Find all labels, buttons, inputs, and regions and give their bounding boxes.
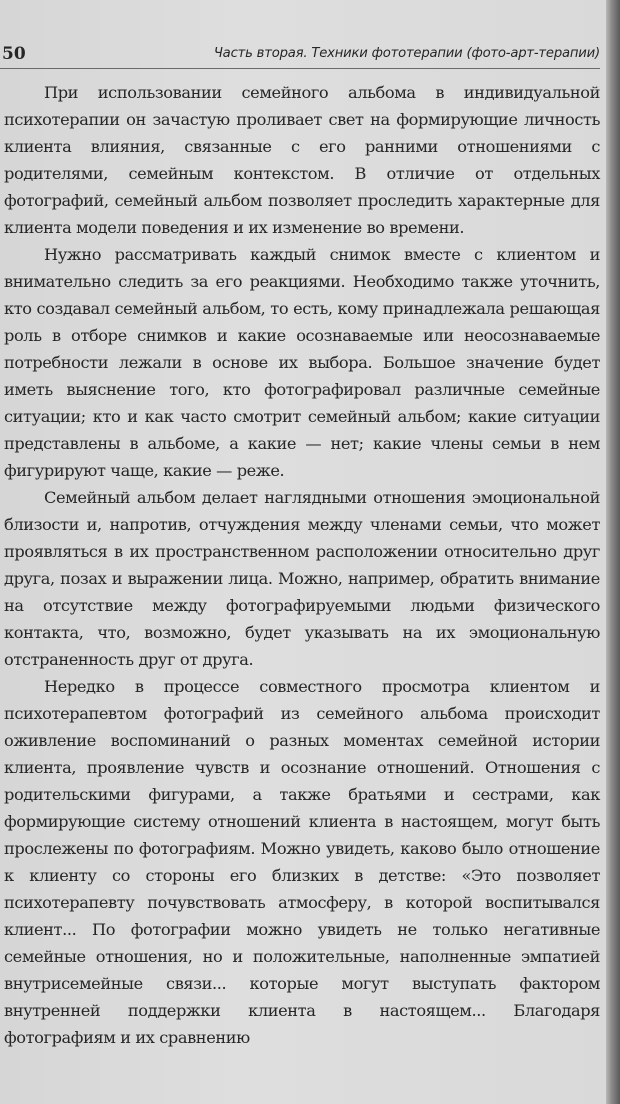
- paragraph-4: Нередко в процессе совместного просмотра клиентом и психотерапевтом фотографий из семейного альбома происходит оживление воспоминаний о разных моментах семейной истории клиента, проявление чувств и осознание отношений. Отношения с родительскими фигурами, а также братьями и сестрами, как формирующие систему отношений клиента в настоящем, могут быть прослежены по фотографиям. Можно увидеть, каково было отношение к клиенту со стороны его близких в детстве: «Это позволяет психотерапевту почувствовать атмосферу, в которой воспитывался клиент... По фотографии можно увидеть не только негативные семейные отношения, но и положительные, наполненные эмпатией внутрисемейные связи... которые могут выступать фактором внутренней поддержки клиента в настоящем... Благодаря фотографиям и их сравнению: [4, 677, 600, 1047]
- body-text: [4, 79, 600, 1051]
- page-edge-shadow: [606, 0, 620, 1104]
- paragraph-2: Нужно рассматривать каждый снимок вместе с клиентом и внимательно следить за его реакциями. Необходимо также уточнить, кто создавал семейный альбом, то есть, кому принадлежала решающая роль в отборе снимков и какие осознаваемые или неосознаваемые потребности лежали в основе их выбора. Большое значение будет иметь выяснение того, кто фотографировал различные семейные ситуации; кто и как часто смотрит семейный альбом; какие ситуации представлены в альбоме, а какие — нет; какие члены семьи в нем фигурируют чаще, какие — реже.: [4, 245, 600, 480]
- running-title: Часть вторая. Техники фототерапии (фото-арт-терапии): [213, 46, 600, 61]
- paragraph-1: При использовании семейного альбома в индивидуальной психотерапии он зачастую проливает свет на формирующие личность клиента влияния, связанные с его ранними отношениями с родителями, семейным контекстом. В отличие от отдельных фотографий, семейный альбом позволяет проследить характерные для клиента модели поведения и их изменение во времени.: [4, 83, 600, 237]
- page-header: [0, 44, 600, 68]
- paragraph-3: Семейный альбом делает наглядными отношения эмоциональной близости и, напротив, отчуждения между членами семьи, что может проявляться в их пространственном расположении относительно друг друга, позах и выражении лица. Можно, например, обратить внимание на отсутствие между фотографируемыми людьми физического контакта, что, возможно, будет указывать на их эмоциональную отстраненность друг от друга.: [4, 488, 600, 669]
- header-rule: [0, 68, 600, 69]
- page-number: 50: [2, 44, 26, 64]
